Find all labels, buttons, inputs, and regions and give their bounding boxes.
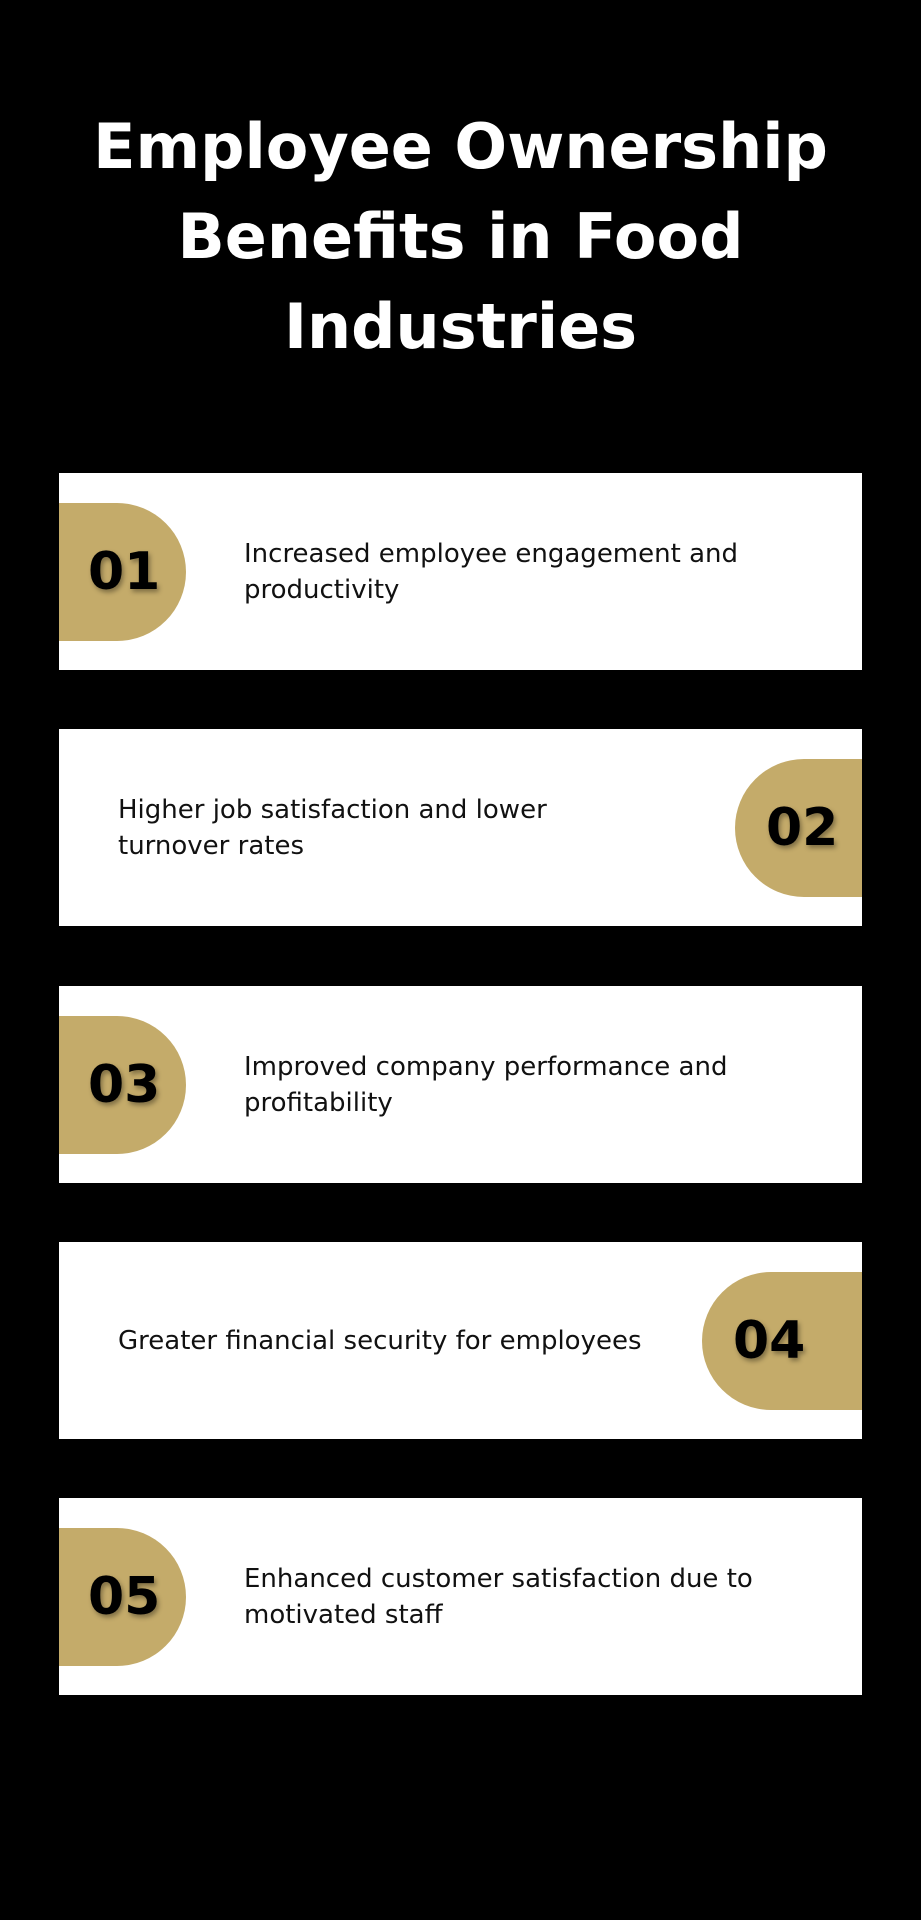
number-badge <box>59 1528 186 1666</box>
benefit-card-5 <box>59 1498 862 1695</box>
benefit-text <box>118 1242 658 1439</box>
page-title: Employee Ownership Benefits in Food Industries <box>93 110 828 363</box>
badge-number: 03 <box>88 1055 161 1115</box>
benefit-card-4 <box>59 1242 862 1439</box>
number-badge <box>735 759 862 897</box>
benefit-text <box>244 986 804 1183</box>
badge-number: 04 <box>733 1311 806 1371</box>
benefit-text-label: Increased employee engagement and productivity <box>244 538 738 605</box>
benefit-text-label: Improved company performance and profitability <box>244 1051 728 1118</box>
benefit-text <box>244 1498 804 1695</box>
benefit-text <box>244 473 804 670</box>
badge-number: 05 <box>88 1567 161 1627</box>
badge-number: 01 <box>88 542 161 602</box>
benefit-text <box>118 729 658 926</box>
benefit-text-label: Enhanced customer satisfaction due to motivated staff <box>244 1563 753 1630</box>
benefit-text-label: Higher job satisfaction and lower turnover rates <box>118 794 547 861</box>
benefit-card-2 <box>59 729 862 926</box>
number-badge <box>59 1016 186 1154</box>
number-badge <box>59 503 186 641</box>
number-badge <box>702 1272 862 1410</box>
benefit-card-1 <box>59 473 862 670</box>
badge-number: 02 <box>766 798 839 858</box>
benefit-card-3 <box>59 986 862 1183</box>
benefit-text-label: Greater financial security for employees <box>118 1325 642 1356</box>
